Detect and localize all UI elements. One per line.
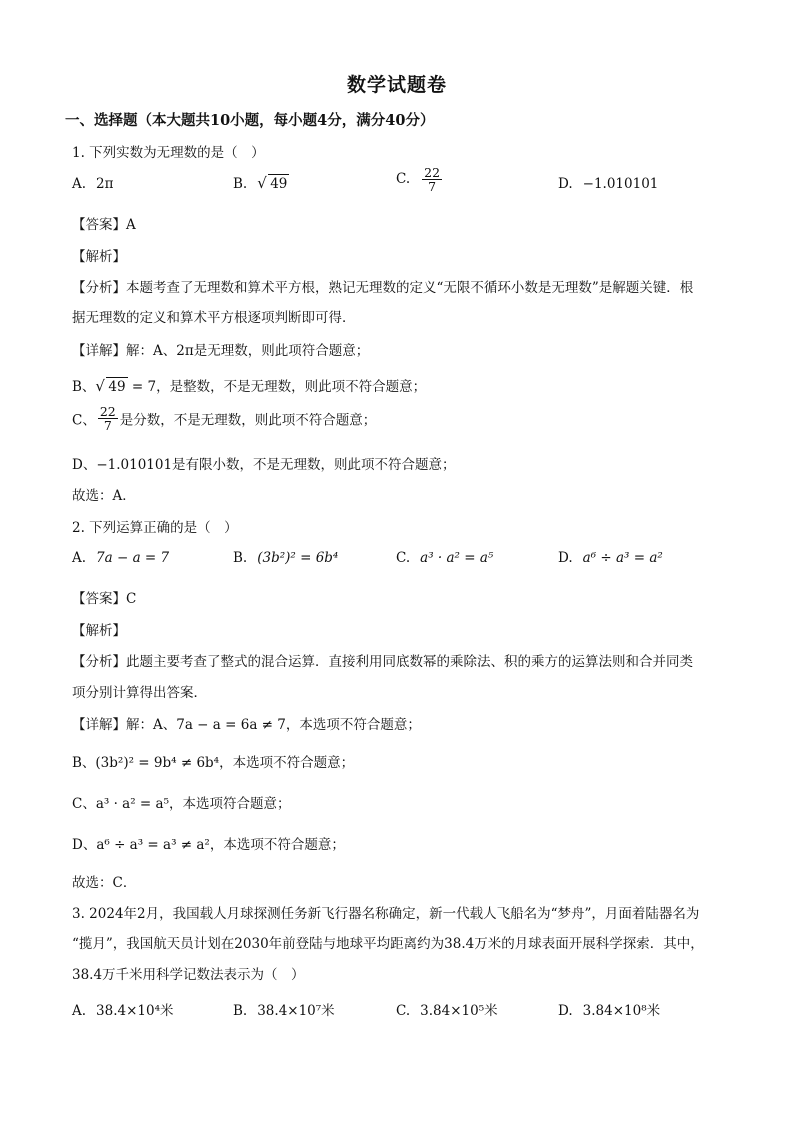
q3-option-a: A. 38.4×10⁴米 [72, 1003, 174, 1019]
q1-option-a: A. 2π [72, 176, 114, 192]
q2-option-a: A. 7a − a = 7 [72, 550, 170, 566]
q2-fenxi-line1: 【分析】此题主要考查了整式的混合运算．直接利用同底数幂的乘除法、积的乘方的运算法则和合并同类 [72, 654, 693, 670]
sqrt-symbol: √ 49 [257, 174, 288, 192]
sqrt-symbol: √ 49 [95, 377, 126, 395]
page-title: 数学试题卷 [346, 74, 447, 96]
q3-stem-line2: “揽月”，我国航天员计划在2030年前登陆与地球平均距离约为38.4万米的月球表面开展科学探索．其中， [72, 936, 704, 952]
q3-option-b: B. 38.4×10⁷米 [233, 1003, 335, 1019]
q2-option-c: C. a³ · a² = a⁵ [396, 550, 494, 566]
q1-fenxi-line1: 【分析】本题考查了无理数和算术平方根，熟记无理数的定义“无限不循环小数是无理数”是解题关键．根 [72, 280, 694, 296]
q1-analysis-head: 【解析】 [72, 249, 126, 265]
q2-answer: 【答案】C [72, 591, 137, 607]
q1-detail-b: B、 √ 49 = 7，是整数，不是无理数，则此项不符合题意； [72, 377, 427, 395]
q1-detail-c: C、 $\frac{22}{7}$ 是分数，不是无理数，则此项不符合题意； [72, 404, 377, 434]
q2-detail-a: 【详解】解：A、7a − a = 6a ≠ 7，本选项不符合题意； [72, 717, 421, 733]
q2-option-d: D. a⁶ ÷ a³ = a² [558, 550, 663, 566]
fraction: $\frac{22}{7}$ [99, 404, 116, 434]
q1-option-b: B. √ 49 [233, 174, 288, 192]
q1-detail-a: 【详解】解：A、2π是无理数，则此项符合题意； [72, 343, 370, 359]
q2-analysis-head: 【解析】 [72, 623, 126, 639]
q1-fenxi-line2: 据无理数的定义和算术平方根逐项判断即可得． [72, 310, 356, 326]
fraction: $\frac{22}{7}$ [424, 165, 441, 195]
q3-option-d: D. 3.84×10⁸米 [558, 1003, 661, 1019]
q3-option-c: C. 3.84×10⁵米 [396, 1003, 498, 1019]
section-heading: 一、选择题（本大题共10小题，每小题4分，满分40分） [65, 112, 435, 129]
q2-option-b: B. (3b²)² = 6b⁴ [233, 550, 339, 566]
q3-stem-line1: 3. 2024年2月，我国载人月球探测任务新飞行器名称确定，新一代载人飞船名为“梦舟”，月面着陆器名为 [72, 906, 700, 922]
q1-conclusion: 故选：A． [72, 488, 136, 504]
q2-conclusion: 故选：C． [72, 875, 137, 891]
q3-stem-line3: 38.4万千米用科学记数法表示为（ ） [72, 967, 305, 983]
q1-detail-d: D、−1.010101是有限小数，不是无理数，则此项不符合题意； [72, 457, 456, 473]
q2-detail-b: B、(3b²)² = 9b⁴ ≠ 6b⁴，本选项不符合题意； [72, 755, 355, 771]
q2-detail-d: D、a⁶ ÷ a³ = a³ ≠ a²，本选项不符合题意； [72, 837, 345, 853]
q1-stem: 1. 下列实数为无理数的是（ ） [72, 145, 265, 161]
q1-option-c: C. $\frac{22}{7}$ [396, 165, 441, 195]
q2-stem: 2. 下列运算正确的是（ ） [72, 520, 238, 536]
q1-option-d: D. −1.010101 [558, 176, 659, 192]
q2-detail-c: C、a³ · a² = a⁵，本选项符合题意； [72, 796, 291, 812]
q2-fenxi-line2: 项分别计算得出答案． [72, 685, 207, 701]
q1-answer: 【答案】A [72, 217, 136, 233]
